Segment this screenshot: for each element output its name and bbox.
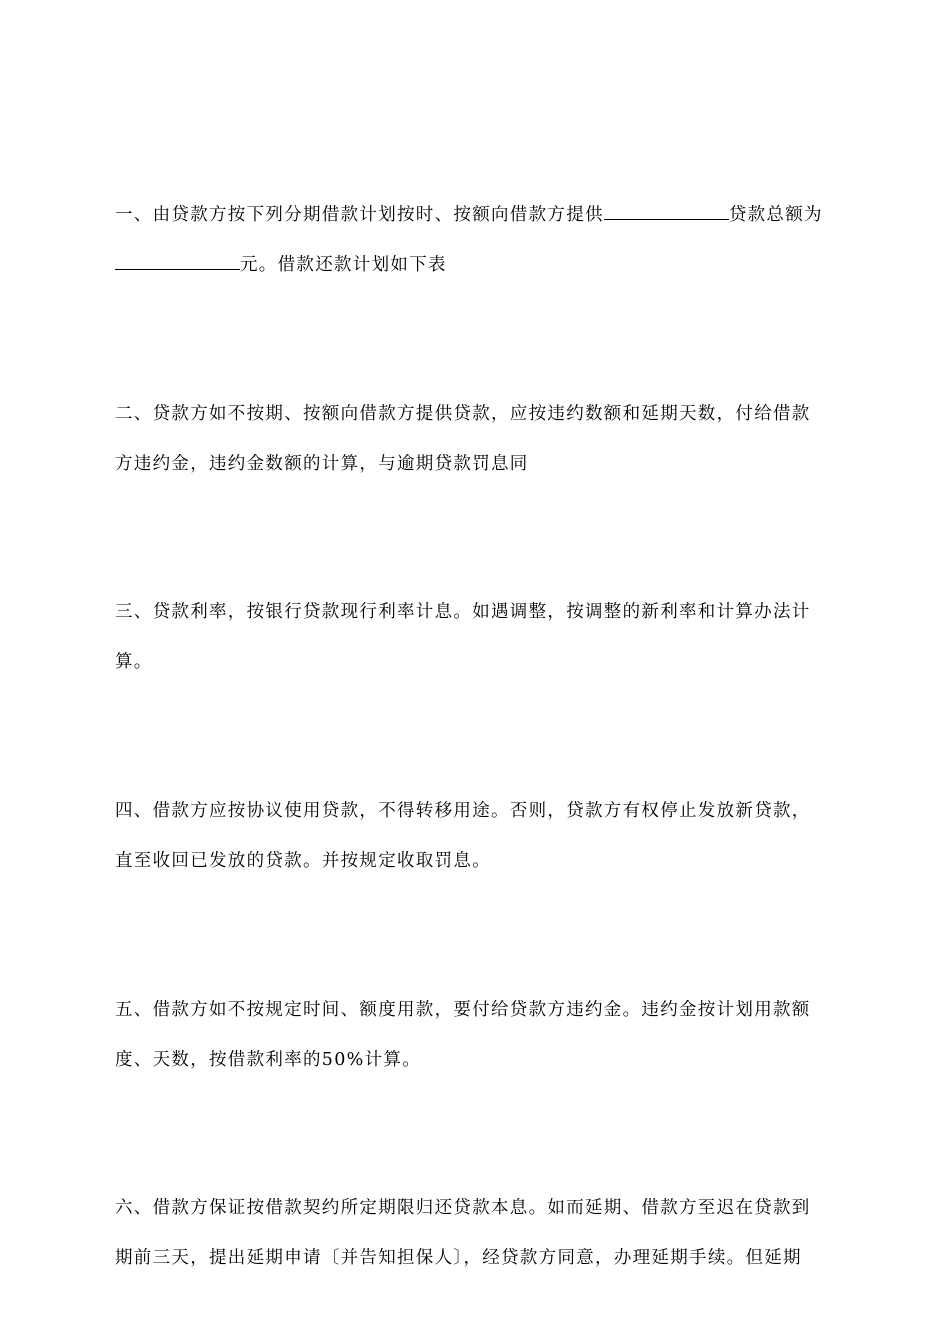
blank-line-field [604,205,729,220]
clause-2 [115,389,840,489]
clause-1-line-2 [115,240,840,290]
blank-line-field [115,255,240,270]
clause-1-text-a: 一、由贷款方按下列分期借款计划按时、按额向借款方提供 [115,205,604,225]
clause-4 [115,786,840,886]
clause-6 [115,1183,840,1283]
clause-3 [115,587,840,687]
clause-2-line-1: 二、贷款方如不按期、按额向借款方提供贷款，应按违约数额和延期天数，付给借款 [115,404,811,424]
clause-6-line-2: 期前三天，提出延期申请〔并告知担保人〕，经贷款方同意，办理延期手续。但延期 [115,1248,802,1268]
clause-3-line-1: 三、贷款利率，按银行贷款现行利率计息。如遇调整，按调整的新利率和计算办法计 [115,602,811,622]
clause-5-line-2: 度、天数，按借款利率的50%计算。 [115,1050,421,1070]
clause-1-line-1 [115,190,840,240]
clause-1 [115,190,840,290]
clause-2-line-2: 方违约金，违约金数额的计算，与逾期贷款罚息同 [115,454,529,474]
clause-1-text-c: 元。借款还款计划如下表 [240,255,447,275]
clause-5-line-1: 五、借款方如不按规定时间、额度用款，要付给贷款方违约金。违约金按计划用款额 [115,1000,811,1020]
clause-1-text-b: 贷款总额为 [728,205,823,225]
clause-4-line-2: 直至收回已发放的贷款。并按规定收取罚息。 [115,851,491,871]
clause-5 [115,985,840,1085]
clause-6-line-1: 六、借款方保证按借款契约所定期限归还贷款本息。如而延期、借款方至迟在贷款到 [115,1198,811,1218]
clause-4-line-1: 四、借款方应按协议使用贷款，不得转移用途。否则，贷款方有权停止发放新贷款， [115,801,811,821]
clause-3-line-2: 算。 [115,652,153,672]
